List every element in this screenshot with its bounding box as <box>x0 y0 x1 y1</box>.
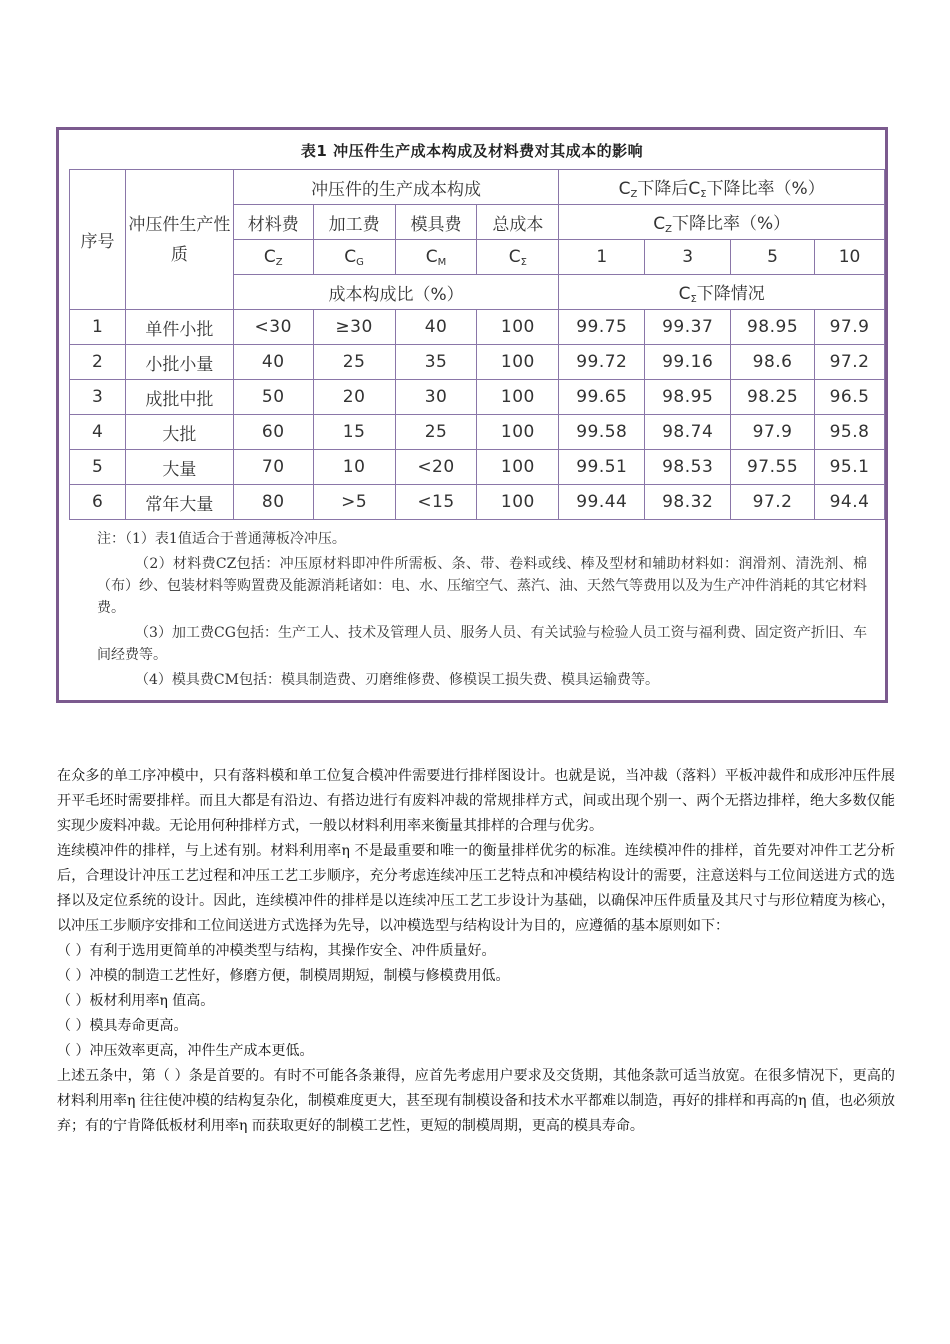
cell-nature: 成批中批 <box>125 380 233 415</box>
cell-rate-10: 95.1 <box>815 450 885 485</box>
cell-seq: 2 <box>70 345 126 380</box>
cell-rate-5: 97.2 <box>731 485 815 520</box>
header-sym-cm: $C_M$ <box>395 240 477 275</box>
cell-rate-10: 94.4 <box>815 485 885 520</box>
cell-rate-1: 99.65 <box>559 380 645 415</box>
cell-total: 100 <box>477 310 559 345</box>
cell-rate-1: 99.72 <box>559 345 645 380</box>
header-rate-group: $C_Z$下降后$C_\Sigma$下降比率（%） <box>559 170 885 205</box>
cell-rate-3: 98.74 <box>645 415 731 450</box>
header-rate-3: 3 <box>645 240 731 275</box>
cell-rate-5: 98.95 <box>731 310 815 345</box>
cell-total: 100 <box>477 380 559 415</box>
cell-processing: 25 <box>313 345 395 380</box>
paragraph-conclusion: 上述五条中，第（ ）条是首要的。有时不可能各条兼得，应首先考虑用户要求及交货期，其他条款可适当放宽。在很多情况下，更高的材料利用率η 往往使冲模的结构复杂化，制模难度更大，甚至现有制模设备和技术水平都难以制造，再好的排样和再高的η 值，也必须放弃；有的宁肯降低板材利用率η 而获取更好的制模工艺性，更短的制模周期，更高的模具寿命。 <box>57 1068 895 1134</box>
cell-seq: 1 <box>70 310 126 345</box>
cell-rate-3: 98.32 <box>645 485 731 520</box>
cell-rate-1: 99.75 <box>559 310 645 345</box>
header-composition: 冲压件的生产成本构成 <box>233 170 559 205</box>
table-row <box>70 415 885 450</box>
cell-nature: 常年大量 <box>125 485 233 520</box>
header-mold: 模具费 <box>395 205 477 240</box>
cost-table <box>69 169 885 520</box>
note-3: （3）加工费CG包括：生产工人、技术及管理人员、服务人员、有关试验与检验人员工资与福利费、固定资产折旧、车间经费等。 <box>97 625 867 663</box>
cell-material: <30 <box>233 310 313 345</box>
cell-mold: 35 <box>395 345 477 380</box>
header-cs-drop: $C_\Sigma$下降情况 <box>559 275 885 310</box>
cell-mold: 30 <box>395 380 477 415</box>
header-nature: 冲压件生产性质 <box>125 170 233 310</box>
cell-total: 100 <box>477 345 559 380</box>
paragraph-progressive-die: 连续模冲件的排样，与上述有别。材料利用率η 不是最重要和唯一的衡量排样优劣的标准。连续模冲件的排样，首先要对冲件工艺分析后，合理设计冲压工艺过程和冲压工艺工步顺序，充分考虑连续冲压工艺特点和冲模结构设计的需要，注意送料与工位间送进方式的选择以及定位系统的设计。因此，连续模冲件的排样是以连续冲压工艺工步设计为基础，以确保冲压件质量及其尺寸与形位精度为核心，以冲压工步顺序安排和工位间送进方式选择为先导，以冲模选型与结构设计为目的，应遵循的基本原则如下： <box>57 843 895 934</box>
cell-mold: <20 <box>395 450 477 485</box>
principle-4: （ ）模具寿命更高。 <box>57 1018 188 1034</box>
cell-rate-5: 97.9 <box>731 415 815 450</box>
cell-rate-3: 98.53 <box>645 450 731 485</box>
cell-rate-10: 97.9 <box>815 310 885 345</box>
header-ratio: 成本构成比（%） <box>233 275 559 310</box>
cell-total: 100 <box>477 485 559 520</box>
note-1: 注：（1）表1值适合于普通薄板冷冲压。 <box>97 531 346 547</box>
cell-processing: >5 <box>313 485 395 520</box>
table-row <box>70 485 885 520</box>
header-cz-rate: $C_Z$下降比率（%） <box>559 205 885 240</box>
principle-3: （ ）板材利用率η 值高。 <box>57 993 215 1009</box>
header-sym-cz: $C_Z$ <box>233 240 313 275</box>
cell-material: 60 <box>233 415 313 450</box>
cell-rate-1: 99.58 <box>559 415 645 450</box>
cell-rate-10: 95.8 <box>815 415 885 450</box>
cell-rate-5: 98.25 <box>731 380 815 415</box>
header-processing: 加工费 <box>313 205 395 240</box>
note-2: （2）材料费CZ包括：冲压原材料即冲件所需板、条、带、卷料或线、棒及型材和辅助材料如：润滑剂、清洗剂、棉（布）纱、包装材料等购置费及能源消耗诸如：电、水、压缩空气、蒸汽、油、天然气等费用以及为生产冲件消耗的其它材料费。 <box>97 556 867 616</box>
cell-nature: 小批小量 <box>125 345 233 380</box>
cell-processing: 15 <box>313 415 395 450</box>
cell-seq: 3 <box>70 380 126 415</box>
table-notes <box>97 528 867 694</box>
body-text <box>57 764 895 1139</box>
cell-mold: 25 <box>395 415 477 450</box>
table-row <box>70 310 885 345</box>
cell-total: 100 <box>477 450 559 485</box>
header-sym-cg: $C_G$ <box>313 240 395 275</box>
cell-total: 100 <box>477 415 559 450</box>
cell-material: 70 <box>233 450 313 485</box>
header-rate-10: 10 <box>815 240 885 275</box>
cell-seq: 4 <box>70 415 126 450</box>
table-row <box>70 345 885 380</box>
header-rate-1: 1 <box>559 240 645 275</box>
cell-rate-10: 96.5 <box>815 380 885 415</box>
cell-processing: 20 <box>313 380 395 415</box>
cell-processing: ≥30 <box>313 310 395 345</box>
header-rate-5: 5 <box>731 240 815 275</box>
cell-rate-3: 99.16 <box>645 345 731 380</box>
cell-seq: 6 <box>70 485 126 520</box>
principle-5: （ ）冲压效率更高，冲件生产成本更低。 <box>57 1043 314 1059</box>
cell-processing: 10 <box>313 450 395 485</box>
cell-nature: 单件小批 <box>125 310 233 345</box>
header-seq: 序号 <box>70 170 126 310</box>
paragraph-intro: 在众多的单工序冲模中，只有落料模和单工位复合模冲件需要进行排样图设计。也就是说，当冲裁（落料）平板冲裁件和成形冲压件展开平毛坯时需要排样。而且大都是有沿边、有搭边进行有废料冲裁的常规排样方式，间或出现个别一、两个无搭边排样，绝大多数仅能实现少废料冲裁。无论用何种排样方式，一般以材料利用率来衡量其排样的合理与优劣。 <box>57 768 895 834</box>
cell-mold: 40 <box>395 310 477 345</box>
cell-seq: 5 <box>70 450 126 485</box>
principle-2: （ ）冲模的制造工艺性好，修磨方便，制模周期短，制模与修模费用低。 <box>57 968 510 984</box>
table-title: 表1 冲压件生产成本构成及材料费对其成本的影响 <box>300 142 644 160</box>
cell-rate-3: 98.95 <box>645 380 731 415</box>
cell-rate-5: 98.6 <box>731 345 815 380</box>
cell-nature: 大量 <box>125 450 233 485</box>
cell-nature: 大批 <box>125 415 233 450</box>
note-4: （4）模具费CM包括：模具制造费、刃磨维修费、修模误工损失费、模具运输费等。 <box>135 672 659 688</box>
cell-rate-1: 99.51 <box>559 450 645 485</box>
header-sym-cs: $C_\Sigma$ <box>477 240 559 275</box>
principle-1: （ ）有利于选用更简单的冲模类型与结构，其操作安全、冲件质量好。 <box>57 943 496 959</box>
cell-rate-3: 99.37 <box>645 310 731 345</box>
header-material: 材料费 <box>233 205 313 240</box>
cell-material: 80 <box>233 485 313 520</box>
cell-mold: <15 <box>395 485 477 520</box>
cell-rate-1: 99.44 <box>559 485 645 520</box>
header-total: 总成本 <box>477 205 559 240</box>
cell-rate-5: 97.55 <box>731 450 815 485</box>
table-row <box>70 380 885 415</box>
cost-table-figure <box>56 127 888 703</box>
cell-material: 40 <box>233 345 313 380</box>
cell-material: 50 <box>233 380 313 415</box>
cell-rate-10: 97.2 <box>815 345 885 380</box>
table-row <box>70 450 885 485</box>
